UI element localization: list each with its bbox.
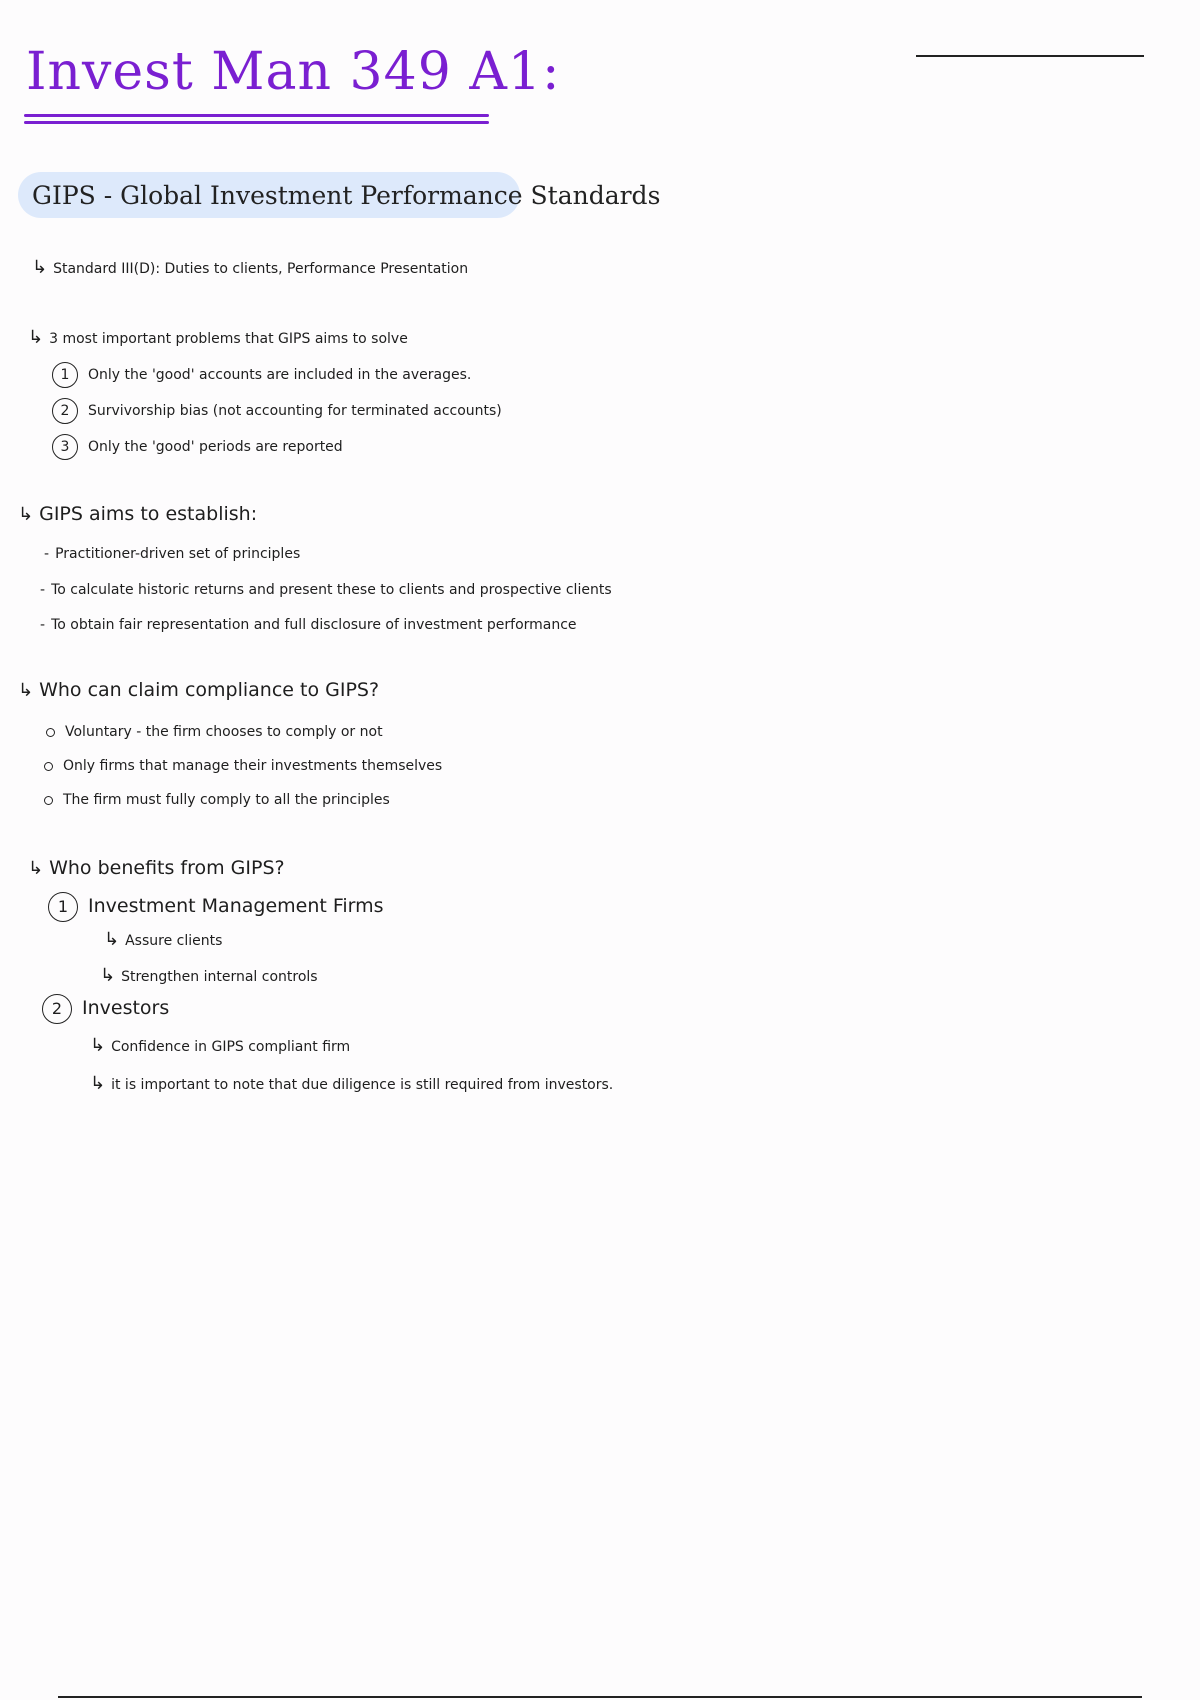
number-badge: 1 xyxy=(52,362,78,388)
benefit-sub-text: it is important to note that due diligence is still required from investors. xyxy=(111,1077,614,1093)
arrow-icon: ↳ xyxy=(18,680,34,701)
benefit-group-label: Investors xyxy=(82,997,170,1019)
benefit-sub xyxy=(100,966,318,987)
compliance-text: Only firms that manage their investments themselves xyxy=(63,758,443,774)
problems-intro xyxy=(28,328,408,349)
problems-intro-text: 3 most important problems that GIPS aims to solve xyxy=(49,331,408,347)
problem-text: Survivorship bias (not accounting for terminated accounts) xyxy=(88,403,502,419)
arrow-icon: ↳ xyxy=(28,327,44,348)
problem-text: Only the 'good' accounts are included in the averages. xyxy=(88,367,472,383)
bullet-icon xyxy=(44,796,53,805)
benefit-sub-text: Confidence in GIPS compliant firm xyxy=(111,1039,351,1055)
benefit-group xyxy=(42,994,169,1024)
arrow-icon: ↳ xyxy=(18,504,34,525)
header-rule xyxy=(916,55,1144,57)
footer-rule xyxy=(58,1696,1142,1698)
compliance-item xyxy=(44,790,390,810)
arrow-icon: ↳ xyxy=(90,1035,106,1056)
arrow-icon: ↳ xyxy=(28,858,44,879)
problem-text: Only the 'good' periods are reported xyxy=(88,439,343,455)
standard-text: Standard III(D): Duties to clients, Performance Presentation xyxy=(53,261,469,277)
benefits-intro-text: Who benefits from GIPS? xyxy=(49,857,285,879)
number-badge: 3 xyxy=(52,434,78,460)
title-underline-2 xyxy=(24,121,489,124)
compliance-item xyxy=(44,756,442,776)
number-badge: 2 xyxy=(42,994,72,1024)
problem-item xyxy=(52,398,502,424)
standard-line xyxy=(32,258,468,279)
number-badge: 2 xyxy=(52,398,78,424)
problem-item xyxy=(52,362,471,388)
benefit-sub xyxy=(90,1074,613,1095)
arrow-icon: ↳ xyxy=(100,965,116,986)
compliance-text: Voluntary - the firm chooses to comply or not xyxy=(65,724,383,740)
arrow-icon: ↳ xyxy=(90,1073,106,1094)
benefit-group-label: Investment Management Firms xyxy=(88,895,384,917)
benefit-sub xyxy=(90,1036,350,1057)
number-badge: 1 xyxy=(48,892,78,922)
compliance-intro-text: Who can claim compliance to GIPS? xyxy=(39,679,380,701)
establish-text: To calculate historic returns and present these to clients and prospective clients xyxy=(51,582,612,598)
establish-text: Practitioner-driven set of principles xyxy=(55,546,301,562)
benefit-group xyxy=(48,892,384,922)
establish-intro xyxy=(18,504,257,525)
establish-intro-text: GIPS aims to establish: xyxy=(39,503,258,525)
benefit-sub-text: Assure clients xyxy=(125,933,223,949)
establish-item: - To calculate historic returns and present these to clients and prospective clients xyxy=(40,582,612,598)
compliance-intro xyxy=(18,680,379,701)
benefits-intro xyxy=(28,858,285,879)
bullet-icon xyxy=(44,762,53,771)
title-underline xyxy=(24,114,489,117)
establish-text: To obtain fair representation and full disclosure of investment performance xyxy=(51,617,577,633)
section-heading-text: GIPS - Global Investment Performance Standards xyxy=(32,180,661,210)
arrow-icon: ↳ xyxy=(104,929,120,950)
bullet-icon xyxy=(46,728,55,737)
page-title: Invest Man 349 A1: xyxy=(26,42,561,102)
establish-item: - Practitioner-driven set of principles xyxy=(44,546,301,562)
establish-item: - To obtain fair representation and full disclosure of investment performance xyxy=(40,617,577,633)
compliance-text: The firm must fully comply to all the principles xyxy=(63,792,390,808)
benefit-sub-text: Strengthen internal controls xyxy=(121,969,318,985)
arrow-icon: ↳ xyxy=(32,257,48,278)
compliance-item xyxy=(46,722,383,742)
section-heading xyxy=(18,172,661,218)
problem-item xyxy=(52,434,343,460)
benefit-sub xyxy=(104,930,222,951)
